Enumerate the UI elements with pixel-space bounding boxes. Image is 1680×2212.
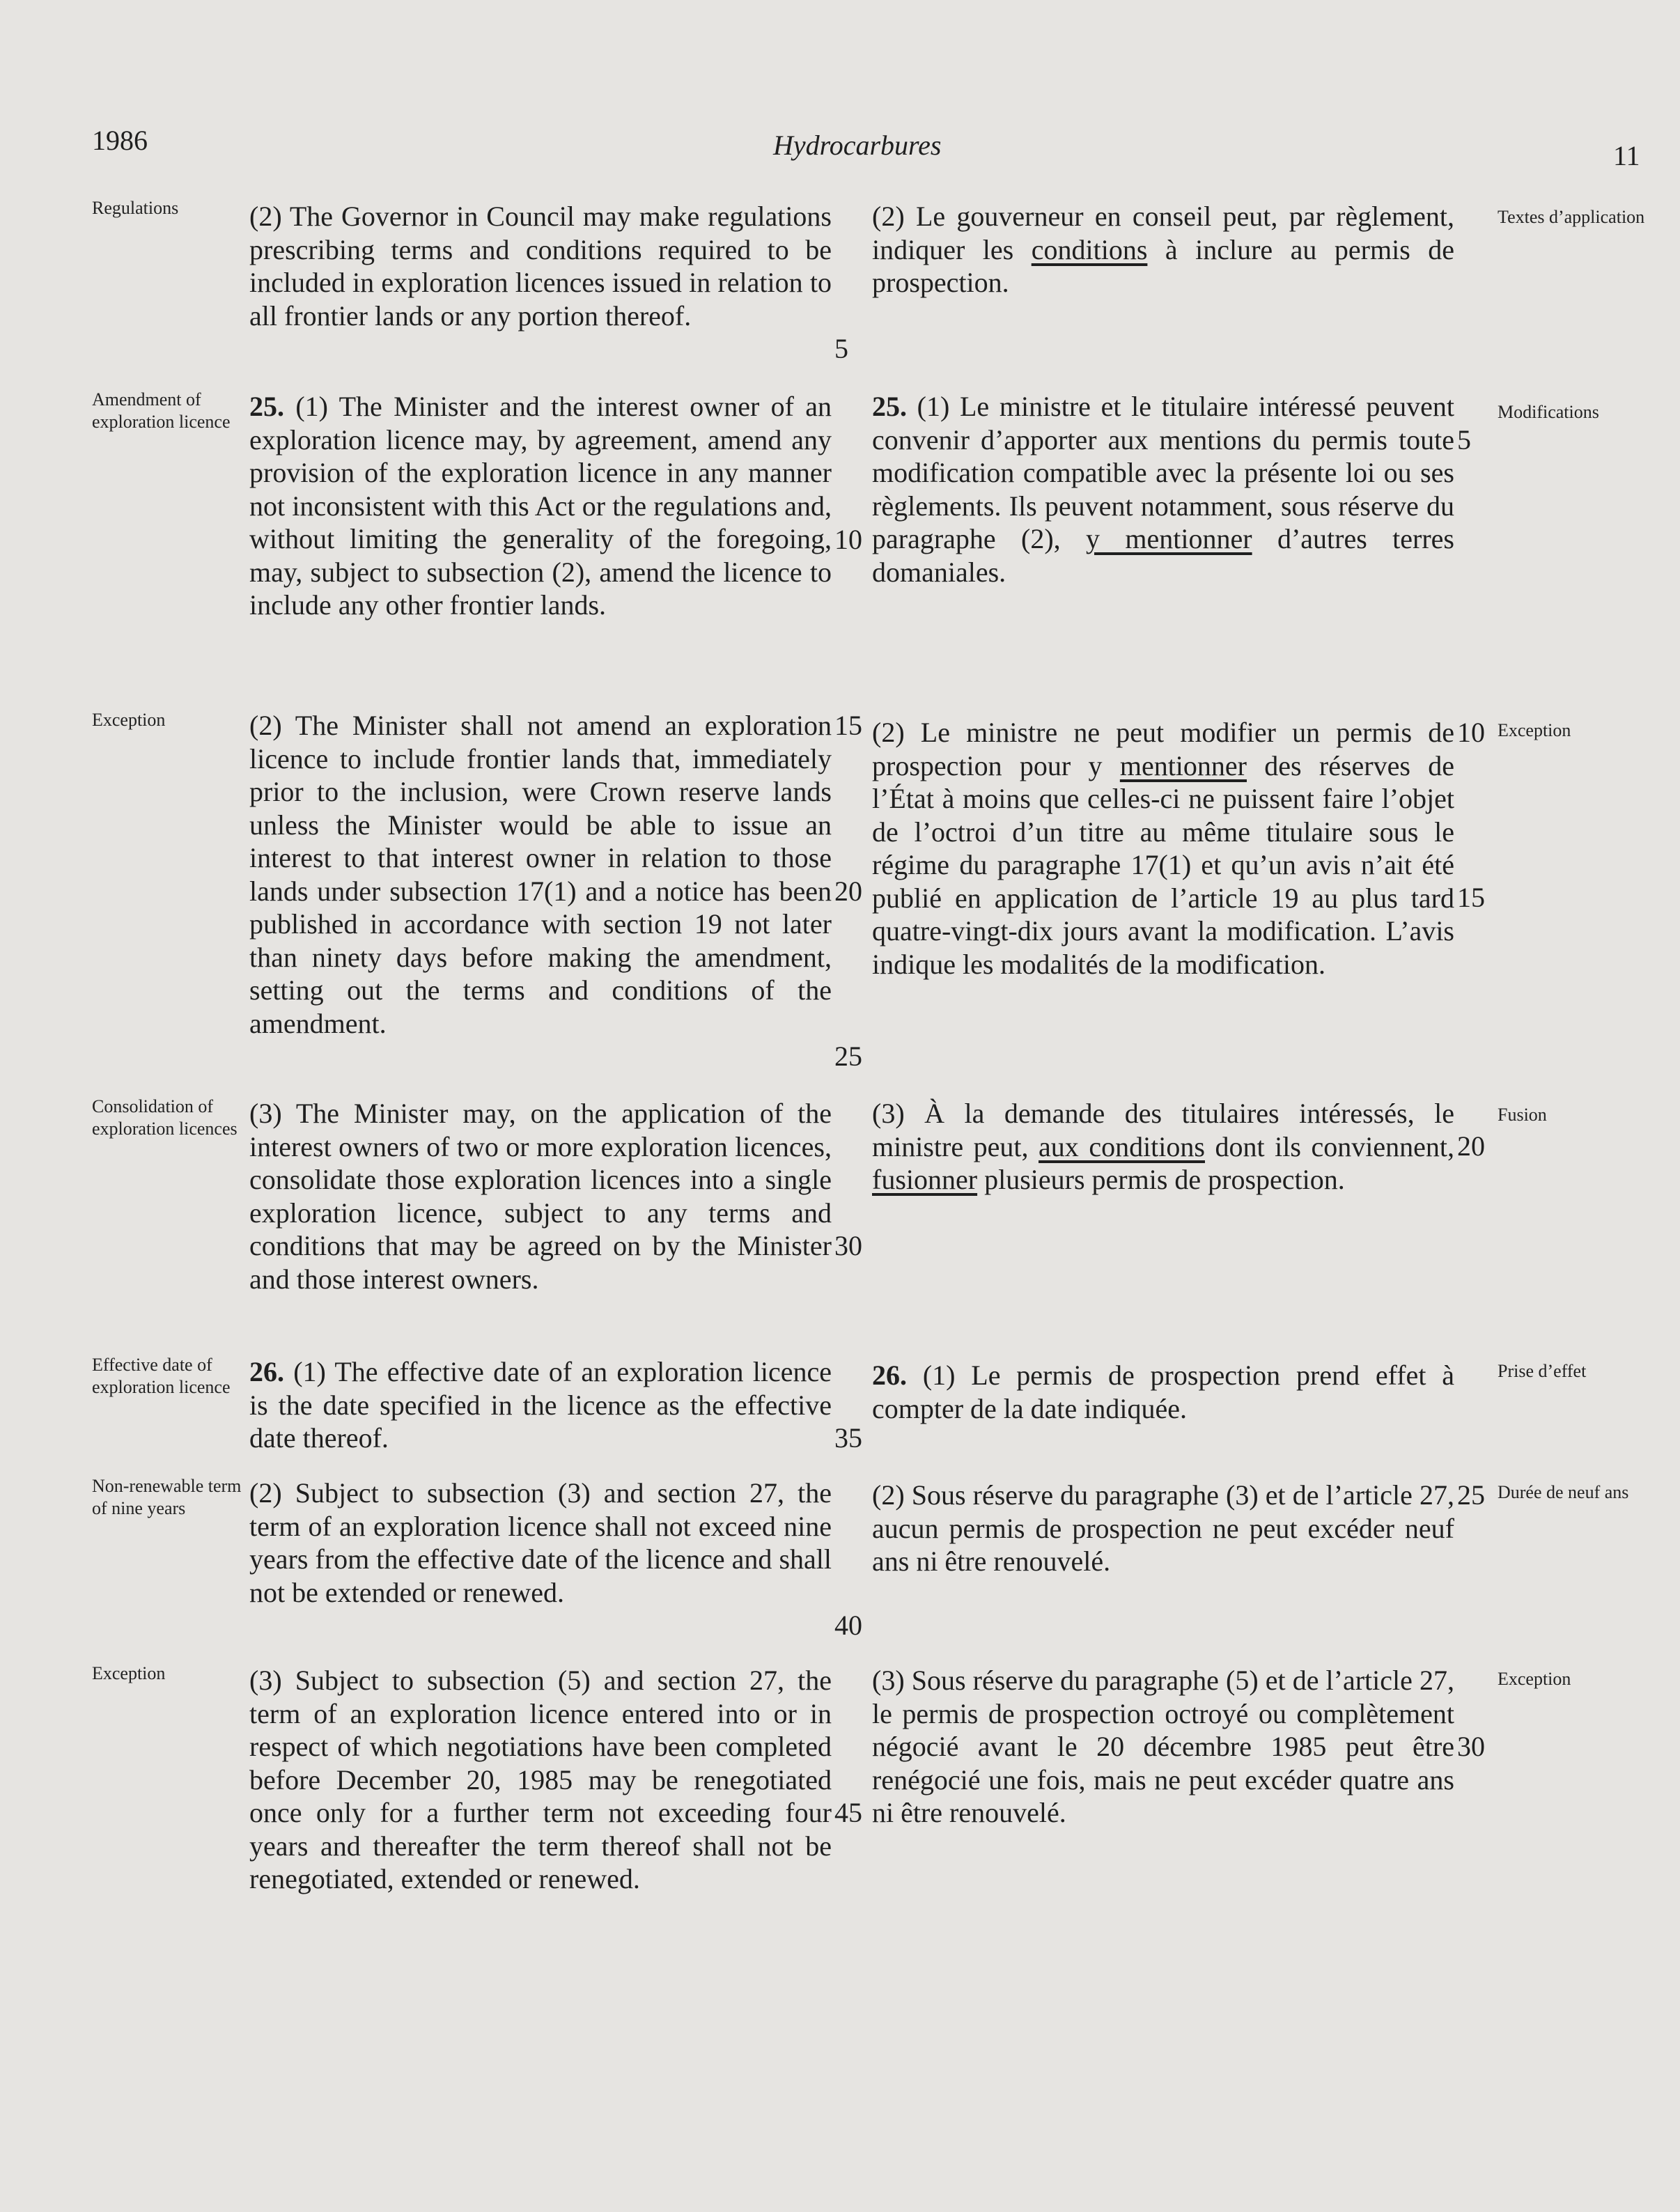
line-number: 45 [834,1797,862,1828]
margin-note-fr: Exception [1498,1669,1571,1689]
page-number: 11 [1613,140,1640,171]
line-number: 5 [1457,424,1471,455]
line-number: 20 [834,875,862,907]
margin-note-en: Exception [92,1663,166,1683]
paragraph-fr: (2) Le gouverneur en conseil peut, par règlement, indiquer les conditions à inclure au permis de prospection. [872,201,1455,298]
line-number: 15 [1457,882,1485,913]
margin-note-en: Regulations [92,198,179,218]
margin-note-en: Effective date of exploration licence [92,1355,231,1397]
line-number: 40 [834,1610,862,1641]
margin-note-en: Amendment of exploration licence [92,389,231,432]
margin-note-fr: Modifications [1498,402,1599,422]
line-number: 10 [834,524,862,555]
paragraph-en: 25. (1) The Minister and the interest owner of an exploration licence may, by agreement, amend any provision of the exploration licence in any manner not inconsistent with this Act or the regulations and, without limiting the generality of the foregoing, may, subject to subsection (2), amend the licence to include any other frontier lands. [249,391,832,621]
margin-note-fr: Prise d’effet [1498,1361,1587,1381]
line-number: 10 [1457,717,1485,748]
paragraph-fr: (2) Sous réserve du paragraphe (3) et de l’article 27, aucun permis de prospection ne peut excéder neuf ans ni être renouvelé. [872,1479,1454,1577]
margin-note-en: Non-renewable term of nine years [92,1476,242,1518]
line-number: 35 [834,1422,862,1454]
margin-note-fr: Exception [1498,720,1571,740]
line-number: 25 [1457,1479,1485,1511]
paragraph-en: (3) The Minister may, on the application of the interest owners of two or more exploration licences, consolidate those exploration licences into a single exploration licence, subject to any terms and conditions that may be agreed on by the Minister and those interest owners. [249,1098,832,1295]
paragraph-fr: (3) À la demande des titulaires intéressés, le ministre peut, aux conditions dont ils conviennent, fusionner plusieurs permis de prospection. [872,1098,1454,1195]
line-number: 20 [1457,1130,1485,1162]
margin-note-fr: Durée de neuf ans [1498,1482,1629,1502]
line-number: 30 [1457,1731,1485,1762]
margin-note-en: Exception [92,710,166,730]
page-title: Hydrocarbures [773,130,942,161]
paragraph-fr: (3) Sous réserve du paragraphe (5) et de l’article 27, le permis de prospection octroyé ou complètement négocié avant le 20 décembre 1985 peut être renégocié une fois, mais ne peut excéder quatre ans ni être renouvelé. [872,1665,1454,1828]
paragraph-en: (2) Subject to subsection (3) and section 27, the term of an exploration licence shall not exceed nine years from the effective date of the licence and shall not be extended or renewed. [249,1477,832,1608]
paragraph-en: (3) Subject to subsection (5) and section 27, the term of an exploration licence entered into or in respect of which negotiations have been completed before December 20, 1985 may be renegotiated once only for a further term not exceeding four years and thereafter the term thereof shall not be renegotiated, extended or renewed. [249,1665,832,1894]
paragraph-fr: (2) Le ministre ne peut modifier un permis de prospection pour y mentionner des réserves de l’État à moins que celles-ci ne puissent faire l’objet de l’octroi d’un titre au même titulaire sous le régime du paragraphe 17(1) et qu’un avis n’ait été publié en application de l’article 19 au plus tard quatre-vingt-dix jours avant la modification. L’avis indique les modalités de la modification. [872,717,1454,980]
paragraph-fr: 25. (1) Le ministre et le titulaire intéressé peuvent convenir d’apporter aux mentions du permis toute modification compatible avec la présente loi ou ses règlements. Ils peuvent notamment, sous réserve du paragraphe (2), y mentionner d’autres terres domaniales. [872,391,1454,588]
page-year: 1986 [92,125,148,156]
paragraph-en: 26. (1) The effective date of an exploration licence is the date specified in the licence as the effective date thereof. [249,1356,832,1454]
margin-note-fr: Textes d’application [1498,207,1645,227]
line-number: 15 [834,710,862,741]
paragraph-en: (2) The Governor in Council may make regulations prescribing terms and conditions required to be included in exploration licences issued in relation to all frontier lands or any portion thereof. [249,201,832,332]
line-number: 5 [834,333,848,364]
margin-note-fr: Fusion [1498,1105,1547,1125]
line-number: 25 [834,1041,862,1072]
paragraph-en: (2) The Minister shall not amend an exploration licence to include frontier lands that, immediately prior to the inclusion, were Crown reserve lands unless the Minister would be able to issue an interest to that interest owner in relation to those lands under subsection 17(1) and a notice has been published in accordance with section 19 not later than ninety days before making the amendment, setting out the terms and conditions of the amendment. [249,710,832,1039]
margin-note-en: Consolidation of exploration licences [92,1096,238,1139]
paragraph-fr: 26. (1) Le permis de prospection prend effet à compter de la date indiquée. [872,1360,1454,1424]
line-number: 30 [834,1230,862,1261]
